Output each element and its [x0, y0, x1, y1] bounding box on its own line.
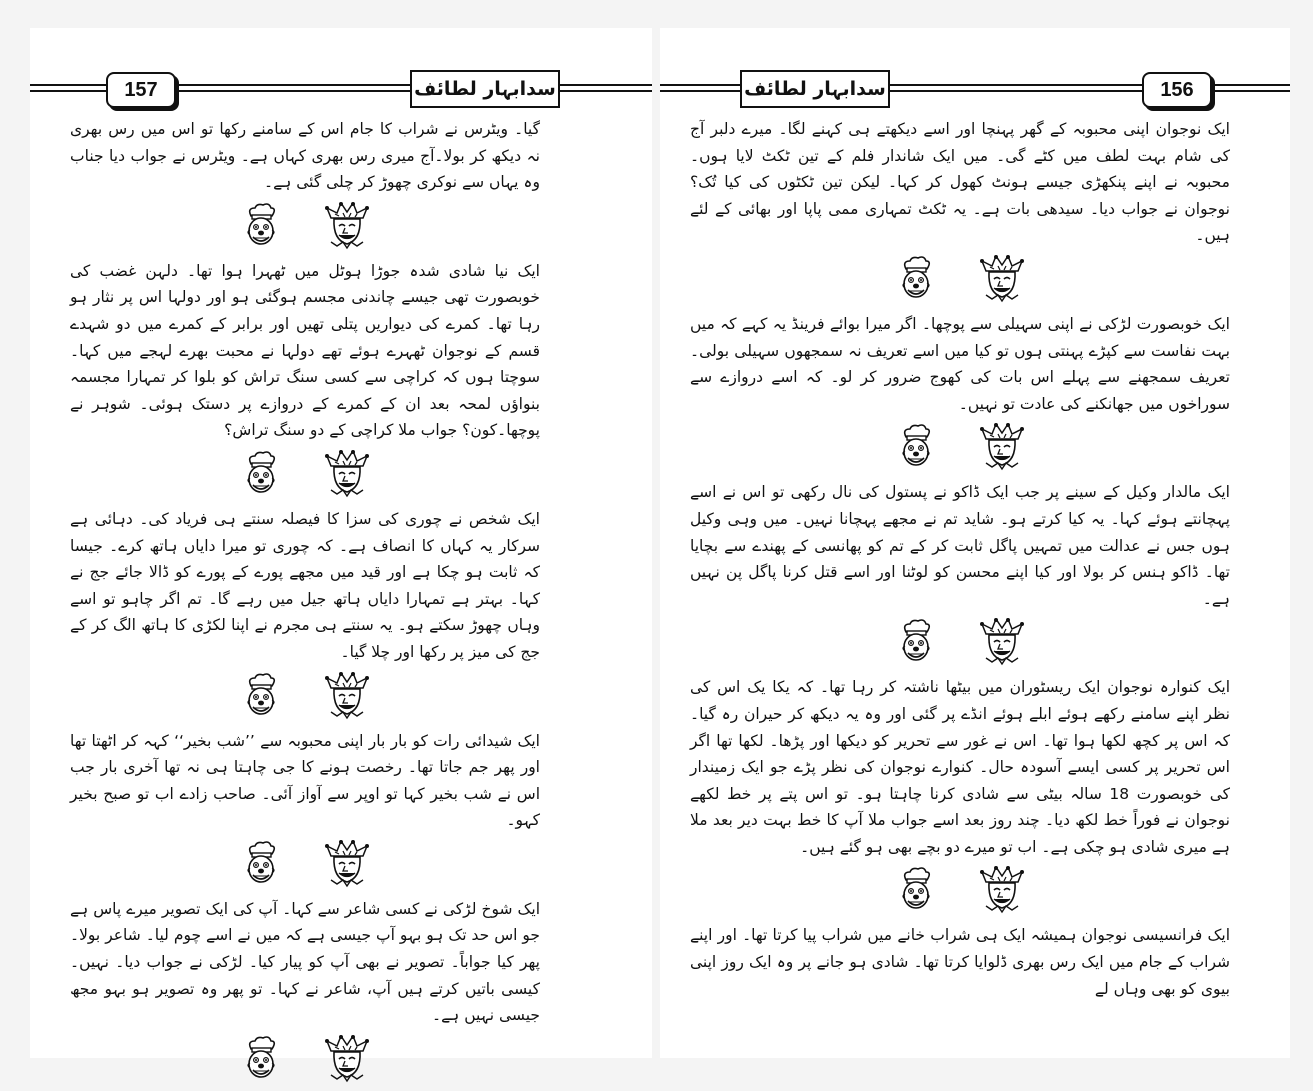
page-body [690, 116, 1230, 1002]
joke-separator [70, 1033, 540, 1085]
left-page [30, 28, 652, 1058]
joke-separator [70, 200, 540, 252]
chef-cartoon-icon [896, 866, 936, 914]
joke-paragraph: ایک شوخ لڑکی نے کسی شاعر سے کہا۔ آپ کی ایک تصویر میرے پاس ہے جو اس حد تک ہو بہو آپ جیسی ہے کہ میں نے اسے چوم لیا۔ شاعر بولا۔ پھر کیا جواباً۔ تصویر نے بھی آپ کو پیار کیا۔ لڑکی نے جواب دیا۔ نہیں۔ کیسی باتیں کرتے ہیں آپ، شاعر نے کہا۔ تو پھر وہ تصویر ہو بہو مجھ جیسی نہیں ہے۔ [70, 899, 540, 1025]
joke-paragraph: ایک کنوارہ نوجوان ایک ریسٹوران میں بیٹھا ناشتہ کر رہا تھا۔ کہ یکا یک اس کی نظر اپنے سامنے رکھے ہوئے ابلے ہوئے انڈے پر گئی اور وہ یہ دیکھ کر حیران رہ گیا۔ کہ اس پر کچھ لکھا ہوا تھا۔ اس نے غور سے تحریر کو دیکھا اور پڑھا۔ لکھا تھا اگر اس تحریر پر کسی ایسے آسودہ حال۔ کنوارے نوجوان کی نظر پڑے جو ایک زمیندار کی خوبصورت 18 سالہ بیٹی سے شادی کرنا چاہتا ہو۔ تو اس پتے پر خط لکھے نوجوان نے فوراً خط لکھ دیا۔ چند روز بعد اسے جواب ملا آپ کا خط بہت دیر بعد ملا ہے میری شادی ہو چکی ہے۔ اب تو میرے دو بچے بھی ہو گئے ہیں۔ [690, 678, 1230, 856]
chef-cartoon-icon [896, 423, 936, 471]
joke-separator [690, 864, 1230, 916]
jester-cartoon-icon [325, 840, 369, 888]
jester-cartoon-icon [980, 255, 1024, 303]
page-header [30, 70, 652, 110]
joke-separator [70, 448, 540, 500]
jester-cartoon-icon [325, 1035, 369, 1083]
chef-cartoon-icon [241, 450, 281, 498]
chef-cartoon-icon [241, 202, 281, 250]
joke-paragraph: ایک نوجوان اپنی محبوبہ کے گھر پہنچا اور اسے دیکھتے ہی کہنے لگا۔ میرے دلبر آج کی شام بہت لطف میں کٹے گی۔ میں ایک شاندار فلم کے تین ٹکٹ لایا ہوں۔ محبوبہ نے اپنے پنکھڑی جیسے ہونٹ کھول کر کہا۔ لیکن تین ٹکٹوں کی کیا تُک؟ نوجوان نے جواب دیا۔ سیدھی بات ہے۔ یہ ٹکٹ تمہاری ممی پاپا اور بھائی کے لئے ہیں۔ [690, 120, 1230, 245]
joke-paragraph: ایک فرانسیسی نوجوان ہمیشہ ایک ہی شراب خانے میں شراب پیا کرتا تھا۔ اور اپنے شراب کے جام میں ایک رس بھری ڈلوایا کرتا تھا۔ شادی ہو جانے پر وہ ایک روز اپنی بیوی کو بھی وہاں لے [690, 926, 1230, 998]
jester-cartoon-icon [325, 672, 369, 720]
right-page [660, 28, 1290, 1058]
joke-separator [70, 670, 540, 722]
page-number: 157 [106, 72, 176, 108]
joke-paragraph: ایک شیدائی رات کو بار بار اپنی محبوبہ سے ’’شب بخیر‘‘ کہہ کر اٹھتا تھا اور پھر جم جاتا تھا۔ رخصت ہونے کا جی چاہتا ہی نہ تھا آخری بار جب اس نے شب بخیر کہا تو اوپر سے آواز آئی۔ صاحب زادے اب تو صبح بخیر کہو۔ [70, 731, 540, 830]
joke-separator [690, 421, 1230, 473]
joke-separator [690, 616, 1230, 668]
page-header [660, 70, 1290, 110]
jester-cartoon-icon [980, 618, 1024, 666]
joke-paragraph: ایک خوبصورت لڑکی نے اپنی سہیلی سے پوچھا۔ اگر میرا بوائے فرینڈ یہ کہے کہ میں بہت نفاست سے کپڑے پہنتی ہوں تو کیا میں اسے تعریف نہ سمجھوں سہیلی بولی۔ تعریف سمجھنے سے پہلے اس بات کی کھوج ضرور کر لو۔ کہ اسے دروازے سے سوراخوں میں جھانکنے کی عادت تو نہیں۔ [690, 314, 1230, 413]
page-number: 156 [1142, 72, 1212, 108]
joke-paragraph: ایک شخص نے چوری کی سزا کا فیصلہ سنتے ہی فریاد کی۔ دہائی ہے سرکار یہ کہاں کا انصاف ہے۔ کہ چوری تو میرا دایاں ہاتھ کرے۔ جیسا کہ ثابت ہو چکا ہے اور قید میں مجھے پورے کے پورے کو ڈالا جائے جج نے کہا۔ بہتر ہے تمہارا دایاں ہاتھ جیل میں رہے گا۔ تم اگر چاہو تو اسے وہاں چھوڑ سکتے ہو۔ یہ سنتے ہی مجرم نے اپنا لکڑی کا ہاتھ الگ کر کے جج کی میز پر رکھا اور چلا گیا۔ [70, 509, 540, 661]
page-body [70, 116, 540, 1091]
joke-paragraph: ایک نیا شادی شدہ جوڑا ہوٹل میں ٹھہرا ہوا تھا۔ دلہن غضب کی خوبصورت تھی جیسے چاندنی مجسم ہوگئی ہو اور دولہا اس پر نثار ہو رہا تھا۔ کمرے کی دیواریں پتلی تھیں اور برابر کے کمرے میں دو شہدے قسم کے نوجوان ٹھہرے ہوئے تھے دولہا نے محبت بھرے لہجے میں کہا۔ سوچتا ہوں کہ کراچی سے کسی سنگ تراش کو بلوا کر تمہارا مجسمہ بنواؤں لمحہ بعد ان کے کمرے کے دروازے پر دستک ہوئی۔ شوہر نے پوچھا۔کون؟ جواب ملا کراچی کے دو سنگ تراش؟ [70, 261, 540, 440]
joke-paragraph: گیا۔ ویٹرس نے شراب کا جام اس کے سامنے رکھا تو اس میں رس بھری نہ دیکھ کر بولا۔آج میری رس بھری کہاں ہے۔ ویٹرس نے جواب دیا جناب وہ یہاں سے نوکری چھوڑ کر چلی گئی ہے۔ [70, 120, 540, 192]
jester-cartoon-icon [980, 866, 1024, 914]
book-title: سدابہار لطائف [740, 70, 890, 108]
joke-paragraph: ایک مالدار وکیل کے سینے پر جب ایک ڈاکو نے پستول کی نال رکھی تو اس نے اسے پہچانتے ہوئے کہا۔ یہ کیا کرتے ہو۔ شاید تم نے مجھے پہچانا نہیں۔ میں وہی وکیل ہوں جس نے عدالت میں تمہیں پاگل ثابت کر کے تم کو پھانسی کے پھندے سے بچایا تھا۔ ڈاکو ہنس کر بولا اور کیا اپنے محسن کو لوٹنا اور اسے قتل کرنا پاگل پن نہیں ہے۔ [690, 483, 1230, 608]
jester-cartoon-icon [325, 450, 369, 498]
chef-cartoon-icon [241, 672, 281, 720]
chef-cartoon-icon [896, 618, 936, 666]
chef-cartoon-icon [896, 255, 936, 303]
book-title: سدابہار لطائف [410, 70, 560, 108]
chef-cartoon-icon [241, 840, 281, 888]
jester-cartoon-icon [325, 202, 369, 250]
jester-cartoon-icon [980, 423, 1024, 471]
joke-separator [70, 838, 540, 890]
joke-separator [690, 253, 1230, 305]
chef-cartoon-icon [241, 1035, 281, 1083]
